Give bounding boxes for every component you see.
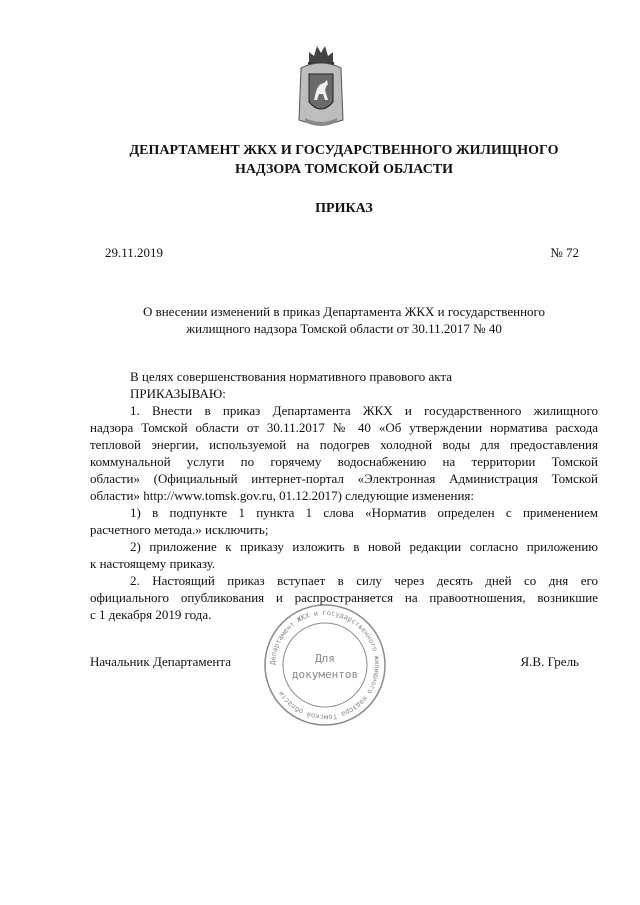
body-line: В целях совершенствования нормативного правового акта: [130, 369, 453, 384]
signatory-position: Начальник Департамента: [90, 654, 231, 669]
signatory-name: Я.В. Грель: [520, 654, 579, 669]
body-line: ПРИКАЗЫВАЮ:: [130, 386, 226, 401]
department-name-line2: НАДЗОРА ТОМСКОЙ ОБЛАСТИ: [234, 162, 454, 177]
stamp-center-line2: документов: [291, 668, 359, 681]
coat-of-arms-icon: [297, 40, 345, 130]
body-line: с 1 декабря 2019 года.: [90, 607, 212, 622]
department-name-line1: ДЕПАРТАМЕНТ ЖКХ И ГОСУДАРСТВЕННОГО ЖИЛИЩНОГО: [129, 143, 559, 158]
body-line: области» (Официальный интернет-портал «Электронная Администрация Томской: [90, 471, 598, 486]
body-line: надзора Томской области от 30.11.2017 № 40 «Об утверждении норматива расхода: [90, 420, 598, 435]
body-line: 2. Настоящий приказ вступает в силу через десять дней со дня его: [130, 573, 598, 588]
body-line: расчетного метода.» исключить;: [90, 522, 269, 537]
document-date: 29.11.2019: [105, 245, 164, 260]
body-line: 1) в подпункте 1 пункта 1 слова «Норматив определен с применением: [130, 505, 598, 520]
body-line: тепловой энергии, используемой на подогрев холодной воды для предоставления: [90, 437, 598, 452]
document-number: № 72: [550, 245, 579, 260]
stamp-center-line1: Для: [315, 652, 335, 665]
svg-text:Департамент ЖКХ и государствен: [269, 609, 381, 721]
body-line: коммунальной услуги по горячему водоснабжению на территории Томской: [90, 454, 598, 469]
body-line: области» http://www.tomsk.gov.ru, 01.12.2017) следующие изменения:: [90, 488, 474, 503]
subject-line2: жилищного надзора Томской области от 30.11.2017 № 40: [186, 321, 502, 336]
official-stamp: [262, 602, 388, 728]
body-line: к настоящему приказу.: [90, 556, 216, 571]
document-type-title: ПРИКАЗ: [315, 201, 373, 216]
body-line: 1. Внести в приказ Департамента ЖКХ и государственного жилищного: [130, 403, 598, 418]
subject-line1: О внесении изменений в приказ Департамента ЖКХ и государственного: [142, 304, 546, 319]
stamp-ring-text: Департамент ЖКХ и государственного жилищного надзора Томской области: [268, 608, 382, 722]
body-line: официального опубликования и распространяется на правоотношения, возникшие: [90, 590, 598, 605]
body-line: 2) приложение к приказу изложить в новой редакции согласно приложению: [130, 539, 598, 554]
